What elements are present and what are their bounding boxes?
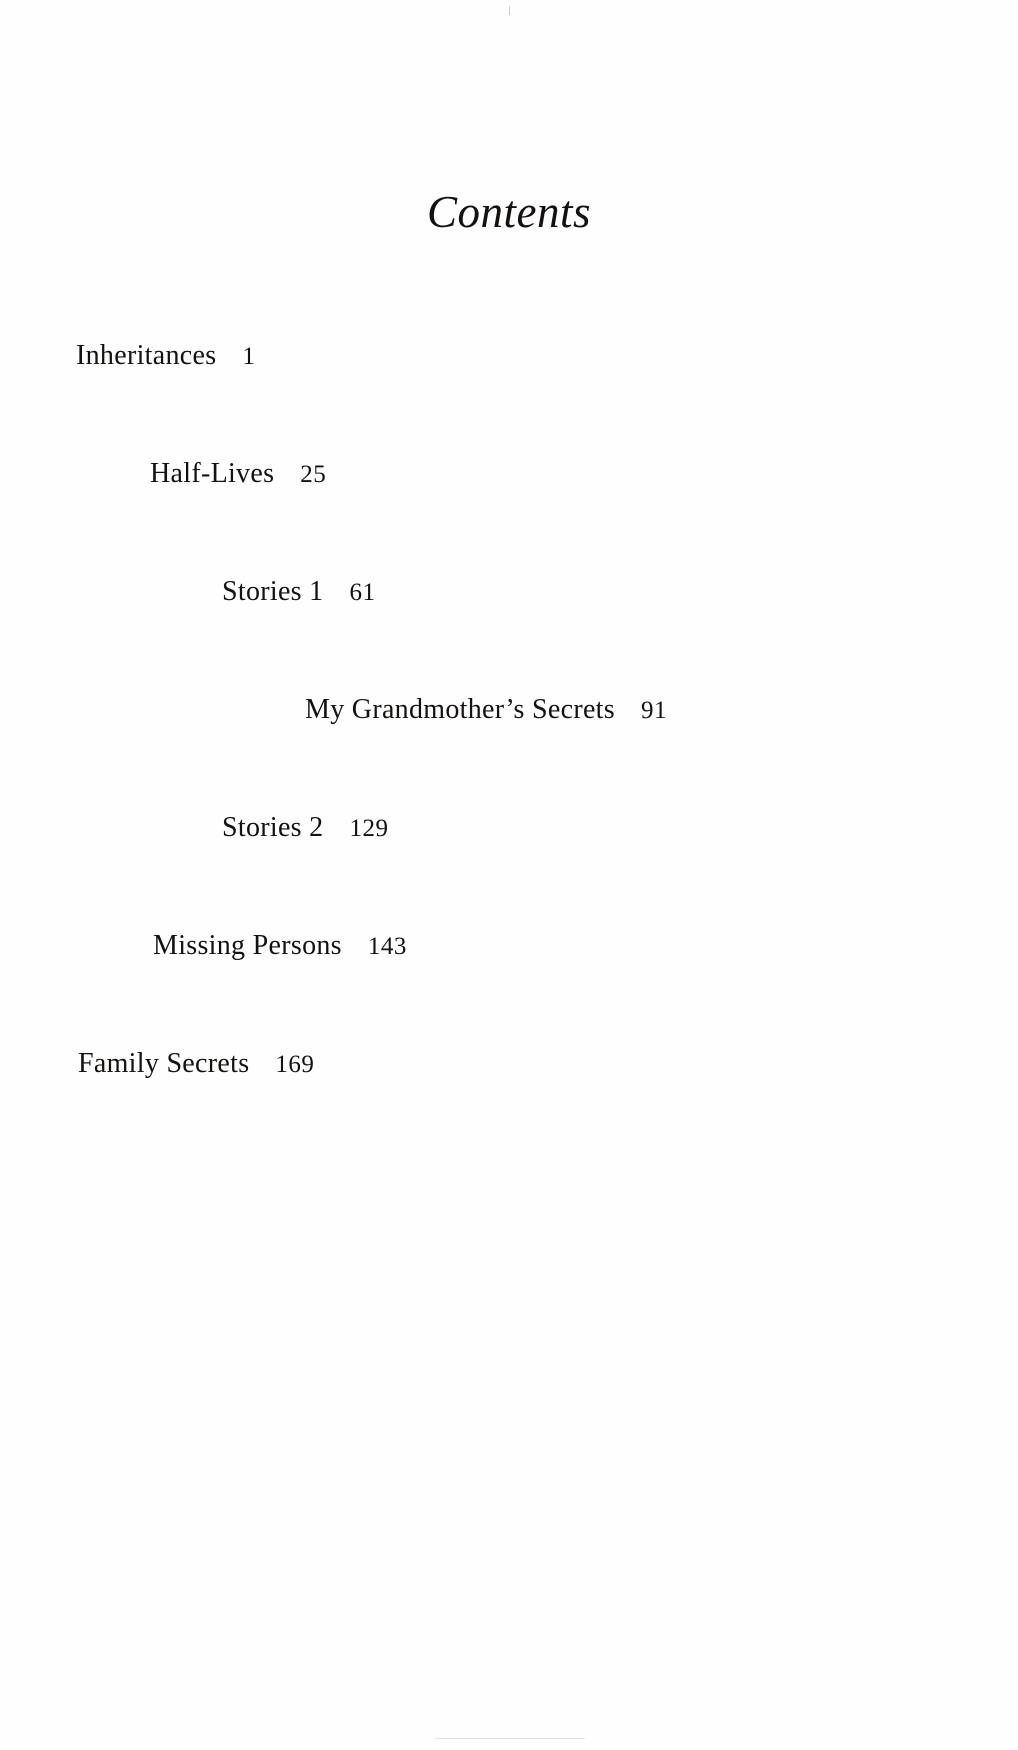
toc-entry-page: 169 xyxy=(275,1051,315,1078)
crop-mark-top xyxy=(509,6,510,15)
toc-entry-page: 25 xyxy=(300,461,327,488)
toc-entry-title: Stories 2 xyxy=(222,812,324,843)
toc-entry-title: Stories 1 xyxy=(222,576,324,607)
toc-entry-page: 91 xyxy=(640,697,667,724)
toc-entry[interactable] xyxy=(0,930,1018,1048)
toc-entry-page: 1 xyxy=(242,343,256,370)
toc-entry[interactable] xyxy=(0,812,1018,930)
toc-entry[interactable] xyxy=(0,340,1018,458)
toc-entry[interactable] xyxy=(0,1048,1018,1166)
toc-entry-page: 129 xyxy=(349,815,389,842)
toc-entry-page: 143 xyxy=(367,933,407,960)
toc-entry[interactable] xyxy=(0,694,1018,812)
crop-mark-bottom xyxy=(435,1738,585,1739)
toc-entry-title: Missing Persons xyxy=(153,930,342,961)
toc-entry-title: Family Secrets xyxy=(78,1048,250,1079)
table-of-contents xyxy=(0,340,1018,1166)
toc-entry[interactable] xyxy=(0,576,1018,694)
toc-entry[interactable] xyxy=(0,458,1018,576)
toc-entry-page: 61 xyxy=(349,579,376,606)
page-title: Contents xyxy=(426,187,591,237)
toc-entry-title: Half-Lives xyxy=(150,458,275,489)
toc-entry-title: Inheritances xyxy=(76,340,217,371)
toc-entry-title: My Grandmother’s Secrets xyxy=(305,694,615,725)
